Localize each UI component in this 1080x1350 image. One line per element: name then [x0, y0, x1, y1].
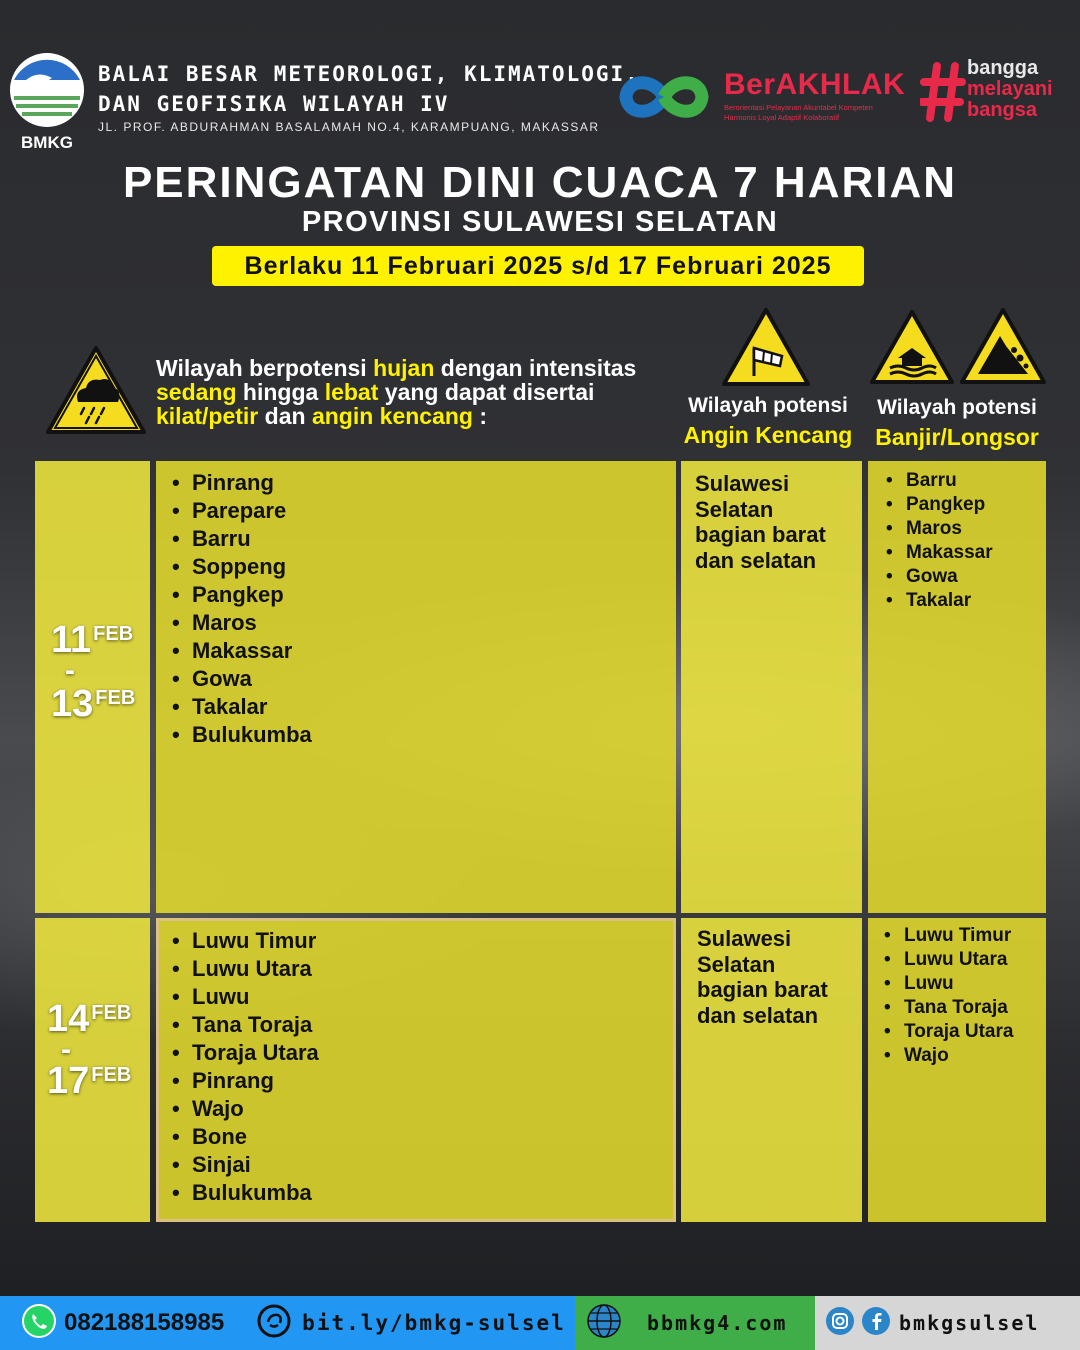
- date-month: FEB: [95, 687, 136, 709]
- flood-legend: [866, 396, 1048, 451]
- org-name-line2: DAN GEOFISIKA WILAYAH IV: [98, 92, 450, 116]
- list-item: • Tana Toraja: [170, 1011, 319, 1039]
- rain-legend-part: :: [472, 403, 488, 429]
- berakhlak-sub2: Harmonis Loyal Adaptif Kolaboratif: [724, 113, 840, 122]
- melayani-word: melayani: [967, 78, 1053, 100]
- rain-legend-highlight: sedang: [156, 379, 237, 405]
- date-day: 17: [47, 1060, 90, 1102]
- period-2-date-cell: [35, 918, 150, 1222]
- wind-line: Sulawesi: [695, 471, 790, 496]
- period-2-end-date: [47, 1060, 131, 1103]
- bmkg-emblem-icon: [8, 50, 86, 130]
- period-1-rain-list: [170, 469, 312, 749]
- infinity-logo-icon: [614, 64, 714, 130]
- footer-gray-segment: [815, 1296, 1080, 1350]
- list-item: • Pinrang: [170, 1067, 319, 1095]
- bangga-word: bangga: [967, 57, 1039, 79]
- period-1-flood-list: [884, 469, 993, 613]
- period-2-wind-cell: [681, 918, 862, 1222]
- bmkg-logo-text: BMKG: [21, 133, 73, 152]
- facebook-icon[interactable]: [861, 1306, 891, 1341]
- period-1-dash: [51, 654, 75, 687]
- berakhlak-word: BerAKHLAK: [724, 68, 906, 101]
- list-item: • Luwu Utara: [882, 948, 1013, 972]
- list-item: • Soppeng: [170, 553, 312, 581]
- org-address: JL. PROF. ABDURAHMAN BASALAMAH NO.4, KARAMPUANG, MAKASSAR: [98, 120, 600, 134]
- period-1-rain-cell: [156, 461, 676, 913]
- wind-legend: [676, 394, 860, 449]
- rain-legend-part: hingga: [236, 379, 325, 405]
- list-item: • Takalar: [170, 693, 312, 721]
- list-item: • Parepare: [170, 497, 312, 525]
- rain-warning-icon: [44, 344, 148, 441]
- list-item: • Luwu: [882, 972, 1013, 996]
- footer-phone[interactable]: 082188158985: [64, 1309, 225, 1336]
- date-day: 11: [51, 619, 92, 661]
- list-item: • Maros: [170, 609, 312, 637]
- bangga-melayani-bangsa: [967, 58, 1053, 121]
- period-2-flood-cell: [868, 918, 1046, 1222]
- list-item: • Bulukumba: [170, 721, 312, 749]
- rain-legend-highlight: hujan: [373, 355, 435, 381]
- rain-legend-highlight: angin kencang: [311, 403, 473, 429]
- period-1-end-date: [51, 683, 135, 726]
- list-item: • Wajo: [170, 1095, 319, 1123]
- validity-badge: Berlaku 11 Februari 2025 s/d 17 Februari 2025: [212, 246, 864, 286]
- period-2-wind-text: [697, 926, 828, 1028]
- period-2-rain-cell: [156, 918, 676, 1222]
- flood-legend-label: Wilayah potensi: [877, 396, 1037, 419]
- flood-legend-highlight: Banjir/Longsor: [875, 424, 1039, 450]
- list-item: • Gowa: [170, 665, 312, 693]
- list-item: • Makassar: [884, 541, 993, 565]
- list-item: • Barru: [884, 469, 993, 493]
- period-2-start-date: [47, 998, 131, 1041]
- wind-line: bagian barat: [697, 977, 828, 1002]
- wind-legend-highlight: Angin Kencang: [683, 422, 853, 448]
- list-item: • Luwu: [170, 983, 319, 1011]
- wind-warning-icon: [720, 306, 812, 393]
- list-item: • Pinrang: [170, 469, 312, 497]
- page-title: PERINGATAN DINI CUACA 7 HARIAN: [122, 158, 958, 207]
- list-item: • Pangkep: [170, 581, 312, 609]
- list-item: • Pangkep: [884, 493, 993, 517]
- date-day: 13: [51, 683, 94, 725]
- rain-legend-highlight: kilat/petir: [156, 403, 259, 429]
- period-1-date-cell: [35, 461, 150, 913]
- rain-legend-part: dan: [258, 403, 312, 429]
- list-item: • Bone: [170, 1123, 319, 1151]
- period-1-start-date: [51, 619, 133, 662]
- period-1-flood-cell: [868, 461, 1046, 913]
- period-1-wind-text: [695, 471, 826, 573]
- berakhlak-logo: [724, 68, 905, 122]
- rain-legend-highlight: lebat: [324, 379, 379, 405]
- whatsapp-icon: [22, 1304, 56, 1343]
- list-item: • Barru: [170, 525, 312, 553]
- rain-legend-text: [156, 356, 676, 428]
- footer-blue-segment: [0, 1296, 575, 1350]
- rain-legend-part: dengan intensitas: [434, 355, 637, 381]
- list-item: • Gowa: [884, 565, 993, 589]
- bmkg-logo: [8, 50, 86, 150]
- org-name-line1: BALAI BESAR METEOROLOGI, KLIMATOLOGI,: [98, 62, 640, 86]
- wind-legend-label: Wilayah potensi: [688, 394, 848, 417]
- list-item: • Takalar: [884, 589, 993, 613]
- footer-link[interactable]: bit.ly/bmkg-sulsel: [302, 1311, 566, 1335]
- list-item: • Maros: [884, 517, 993, 541]
- footer: [0, 1296, 1080, 1350]
- wind-line: Selatan: [697, 951, 776, 977]
- date-month: FEB: [91, 1002, 132, 1024]
- list-item: • Luwu Timur: [882, 924, 1013, 948]
- footer-social[interactable]: bmkgsulsel: [899, 1311, 1040, 1335]
- period-1-wind-cell: [681, 461, 862, 913]
- date-month: FEB: [91, 1064, 132, 1086]
- footer-green-segment: [575, 1296, 815, 1350]
- hashtag-icon: [920, 58, 966, 124]
- wind-line: Selatan: [695, 496, 774, 522]
- list-item: • Toraja Utara: [170, 1039, 319, 1067]
- bangsa-word: bangsa: [967, 99, 1038, 121]
- berakhlak-sub1: Berorientasi Pelayanan Akuntabel Kompeten: [724, 103, 873, 112]
- globe-icon: [585, 1302, 623, 1345]
- list-item: • Bulukumba: [170, 1179, 319, 1207]
- wind-line: dan selatan: [697, 1002, 819, 1028]
- date-dash: -: [61, 1033, 71, 1066]
- date-dash: -: [65, 654, 75, 687]
- list-item: • Makassar: [170, 637, 312, 665]
- link-icon: [256, 1303, 292, 1344]
- period-2-rain-list: [170, 927, 319, 1207]
- list-item: • Toraja Utara: [882, 1020, 1013, 1044]
- wind-line: bagian barat: [695, 522, 826, 547]
- list-item: • Luwu Utara: [170, 955, 319, 983]
- province-subtitle: PROVINSI SULAWESI SELATAN: [301, 206, 779, 238]
- list-item: • Sinjai: [170, 1151, 319, 1179]
- date-month: FEB: [93, 623, 134, 645]
- landslide-warning-icon: [958, 306, 1048, 391]
- footer-website[interactable]: bbmkg4.com: [647, 1311, 788, 1335]
- rain-legend-part: Wilayah berpotensi: [156, 355, 374, 381]
- rain-legend-part: yang dapat disertai: [378, 379, 595, 405]
- list-item: • Wajo: [882, 1044, 1013, 1068]
- instagram-icon[interactable]: [825, 1306, 855, 1341]
- flood-warning-icon: [868, 308, 956, 391]
- date-day: 14: [47, 998, 90, 1040]
- list-item: • Tana Toraja: [882, 996, 1013, 1020]
- period-2-flood-list: [882, 924, 1013, 1068]
- wind-line: Sulawesi: [697, 926, 792, 951]
- wind-line: dan selatan: [695, 547, 817, 573]
- list-item: • Luwu Timur: [170, 927, 319, 955]
